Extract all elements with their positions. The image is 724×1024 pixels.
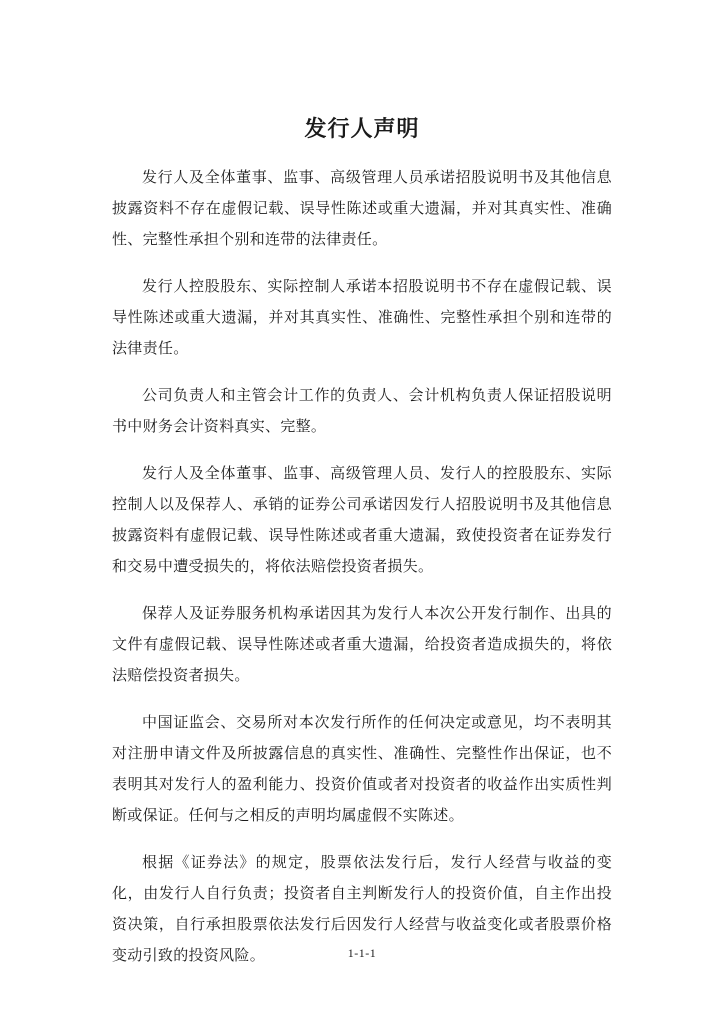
paragraph-5: 保荐人及证券服务机构承诺因其为发行人本次公开发行制作、出具的文件有虚假记载、误导性陈述或者重大遗漏，给投资者造成损失的，将依法赔偿投资者损失。 — [112, 604, 612, 684]
statement-body — [112, 162, 612, 987]
paragraph-6: 中国证监会、交易所对本次发行所作的任何决定或意见，均不表明其对注册申请文件及所披露信息的真实性、准确性、完整性作出保证，也不表明其对发行人的盈利能力、投资价值或者对投资者的收益作出实质性判断或保证。任何与之相反的声明均属虚假不实陈述。 — [112, 713, 612, 824]
paragraph-1: 发行人及全体董事、监事、高级管理人员承诺招股说明书及其他信息披露资料不存在虚假记载、误导性陈述或重大遗漏，并对其真实性、准确性、完整性承担个别和连带的法律责任。 — [112, 168, 612, 248]
paragraph-3: 公司负责人和主管会计工作的负责人、会计机构负责人保证招股说明书中财务会计资料真实、完整。 — [112, 386, 612, 435]
paragraph-4: 发行人及全体董事、监事、高级管理人员、发行人的控股股东、实际控制人以及保荐人、承销的证券公司承诺因发行人招股说明书及其他信息披露资料有虚假记载、误导性陈述或者重大遗漏，致使投资者在证券发行和交易中遭受损失的，将依法赔偿投资者损失。 — [112, 464, 612, 575]
paragraph-7: 根据《证券法》的规定，股票依法发行后，发行人经营与收益的变化，由发行人自行负责；投资者自主判断发行人的投资价值，自主作出投资决策，自行承担股票依法发行后因发行人经营与收益变化或者股票价格变动引致的投资风险。 — [112, 853, 612, 964]
page-number: 1-1-1 — [347, 946, 377, 960]
page-title: 发行人声明 — [304, 117, 420, 142]
paragraph-2: 发行人控股股东、实际控制人承诺本招股说明书不存在虚假记载、误导性陈述或重大遗漏，并对其真实性、准确性、完整性承担个别和连带的法律责任。 — [112, 277, 612, 357]
